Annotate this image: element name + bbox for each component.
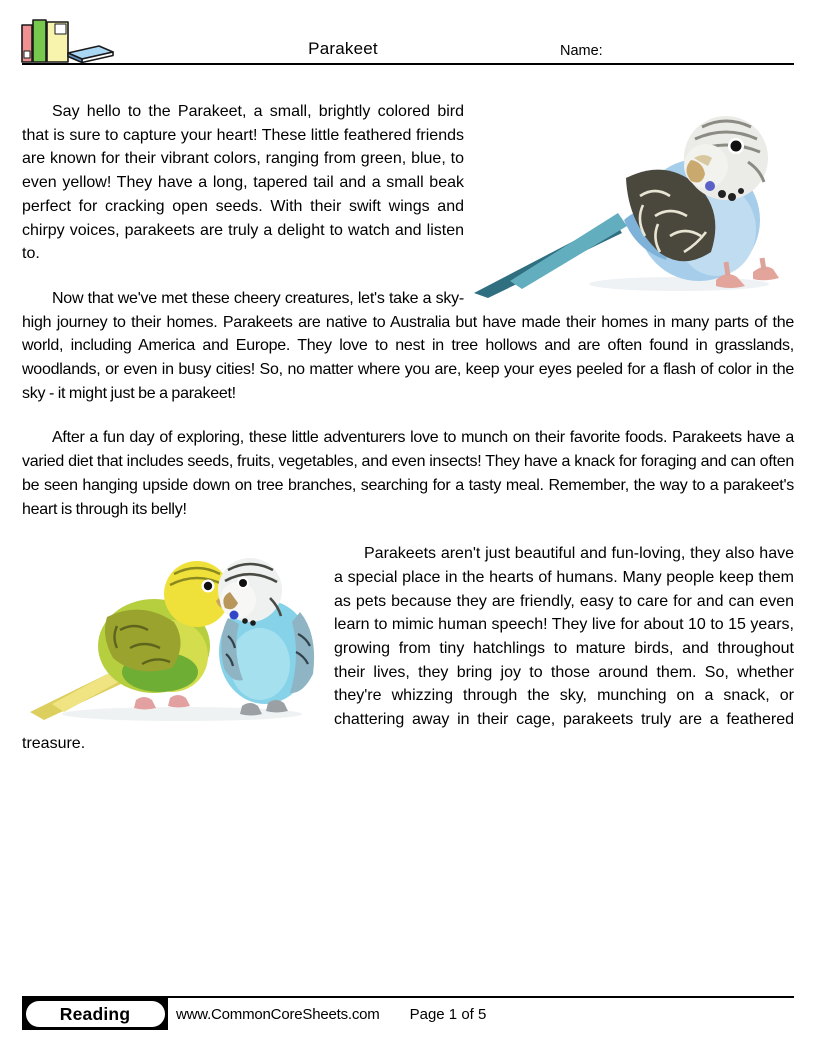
paragraph-2-text: Now that we've met these cheery creatures, let's take a sky-high journey to their homes. Parakeets are native to Australia but have made their homes in many parts of the world, including America and Europe. They love to nest in tree hollows and are often found in grasslands, woodlands, or even in busy cities! So, no matter where you are, keep your eyes peeled for a flash of color in the sky - it might just be a parakeet! <box>22 289 794 402</box>
page-title: Parakeet <box>308 39 378 58</box>
category-badge <box>22 998 168 1030</box>
footer <box>22 996 794 1030</box>
paragraph-2 <box>22 287 794 406</box>
name-label: Name: <box>560 43 603 59</box>
category-badge-label: Reading <box>26 1001 165 1027</box>
books-logo-icon <box>22 0 126 63</box>
website-text: www.CommonCoreSheets.com <box>176 1005 380 1023</box>
paragraph-3 <box>22 426 794 521</box>
two-parakeets-photo <box>22 542 334 728</box>
paragraph-3-text: After a fun day of exploring, these little adventurers love to munch on their favorite foods. Parakeets have a varied diet that includes seeds, fruits, vegetables, and even insects! They have a knack for foraging and can often be seen hanging upside down on tree branches, searching for a tasty meal. Remember, the way to a parakeet's heart is through its belly! <box>22 429 794 518</box>
single-parakeet-photo <box>464 100 794 302</box>
reading-passage <box>22 65 794 777</box>
paragraph-1-text: Say hello to the Parakeet, a small, brightly colored bird that is sure to capture your heart! These little feathered friends are known for their vibrant colors, ranging from green, blue, to even yellow! They have a long, tapered tail and a small beak perfect for cracking open seeds. With their swift wings and chirpy voices, parakeets are truly a delight to watch and listen to. <box>22 103 464 263</box>
paragraph-4-text: Parakeets aren't just beautiful and fun-loving, they also have a special place in the hearts of humans. Many people keep them as pets because they are friendly, easy to care for and can even learn to mimic human speech! They live for about 10 to 15 years, growing from tiny hatchlings to mature birds, and throughout their lives, they bring joy to those around them. So, whether they're whizzing through the sky, munching on a snack, or chattering away in their cage, parakeets truly are a feathered treasure. <box>22 545 794 752</box>
header <box>22 0 794 65</box>
page-indicator: Page 1 of 5 <box>409 1005 487 1023</box>
